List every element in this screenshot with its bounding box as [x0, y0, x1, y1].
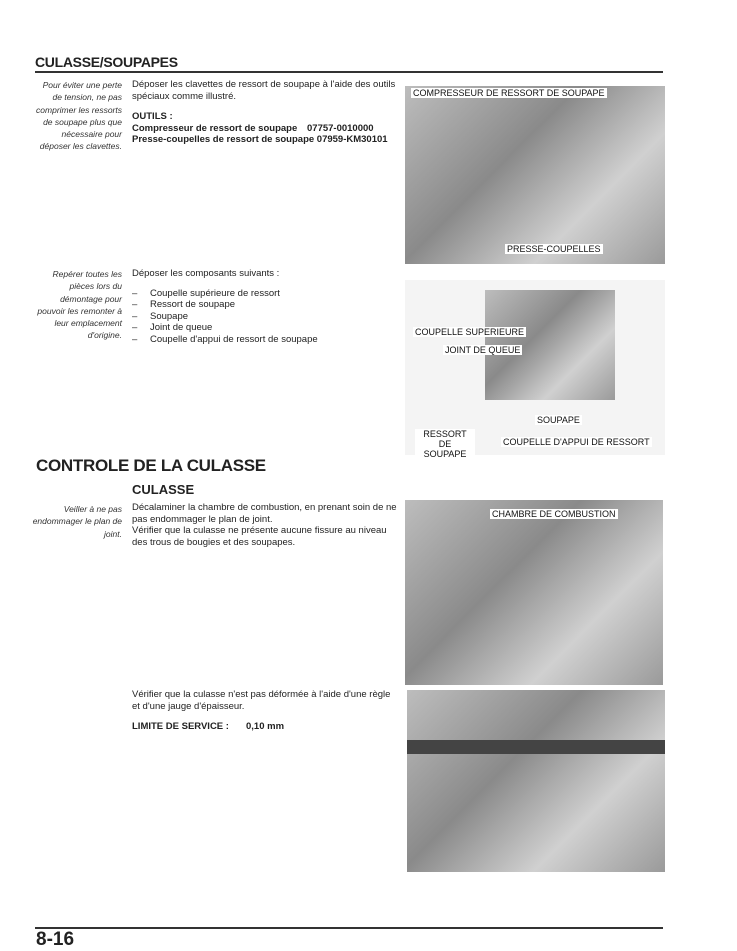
side-note: Repérer toutes les pièces lors du démontage pour pouvoir les remonter à leur emplacement d'origine.: [37, 269, 122, 341]
photo-label: COUPELLE SUPERIEURE: [415, 327, 525, 337]
list-item: – Ressort de soupape: [132, 299, 400, 311]
header-rule: [35, 71, 663, 73]
side-note: Veiller à ne pas endommager le plan de joint.: [32, 504, 122, 539]
instruction-text: Décalaminer la chambre de combustion, en prenant soin de ne pas endommager le plan de joint.: [132, 502, 397, 525]
tool-row: [132, 134, 400, 146]
instruction-text: Vérifier que la culasse ne présente aucune fissure au niveau des trous de bougies et des soupapes.: [132, 525, 387, 548]
instruction-block: [132, 79, 400, 146]
list-item: – Joint de queue: [132, 322, 400, 334]
tools-label: OUTILS :: [132, 111, 173, 122]
section-title: CONTROLE DE LA CULASSE: [36, 456, 266, 475]
components-block: [132, 268, 400, 345]
service-limit-value: 0,10 mm: [246, 721, 285, 732]
photo-label: JOINT DE QUEUE: [445, 345, 521, 355]
side-note: Pour éviter une perte de tension, ne pas comprimer les ressorts de soupape plus que nécessaire pour déposer les clavettes.: [36, 80, 122, 152]
list-item: – Coupelle supérieure de ressort: [132, 288, 400, 300]
photo-label: RESSORT DE SOUPAPE: [415, 429, 475, 459]
subsection-title: CULASSE: [132, 482, 195, 497]
photo-label: CHAMBRE DE COMBUSTION: [492, 509, 616, 519]
instruction-text: Déposer les composants suivants :: [132, 268, 280, 279]
photo-label: COUPELLE D'APPUI DE RESSORT: [503, 437, 650, 447]
inspection-block: [132, 502, 400, 548]
list-item: – Soupape: [132, 311, 400, 323]
photo-valve-components: [405, 280, 665, 459]
instruction-text: Vérifier que la culasse n'est pas déformée à l'aide d'une règle et d'une jauge d'épaisseur.: [132, 689, 391, 712]
instruction-text: Déposer les clavettes de ressort de soupape à l'aide des outils spéciaux comme illustré.: [132, 79, 396, 102]
warpage-block: [132, 689, 400, 733]
straightedge: [407, 740, 665, 754]
service-limit-label: LIMITE DE SERVICE :: [132, 721, 229, 732]
photo-label: COMPRESSEUR DE RESSORT DE SOUPAPE: [413, 88, 605, 98]
photo-straightedge-check: [407, 690, 665, 872]
photo-combustion-chamber: [405, 500, 663, 685]
tool-row: [132, 123, 400, 135]
photo-label: SOUPAPE: [537, 415, 580, 425]
tool-name: Presse-coupelles de ressort de soupape: [132, 134, 315, 145]
tool-code: 07959-KM30101: [316, 134, 388, 145]
list-item: – Coupelle d'appui de ressort de soupape: [132, 334, 400, 346]
section-header: CULASSE/SOUPAPES: [35, 54, 178, 70]
photo-valve-compressor: [405, 86, 665, 264]
tool-name: Compresseur de ressort de soupape: [132, 122, 298, 134]
footer-rule: [35, 927, 663, 929]
components-list: [132, 288, 400, 346]
photo-label: PRESSE-COUPELLES: [507, 244, 601, 254]
page-number: 8-16: [36, 929, 75, 950]
tool-code: 07757-0010000: [307, 122, 374, 134]
